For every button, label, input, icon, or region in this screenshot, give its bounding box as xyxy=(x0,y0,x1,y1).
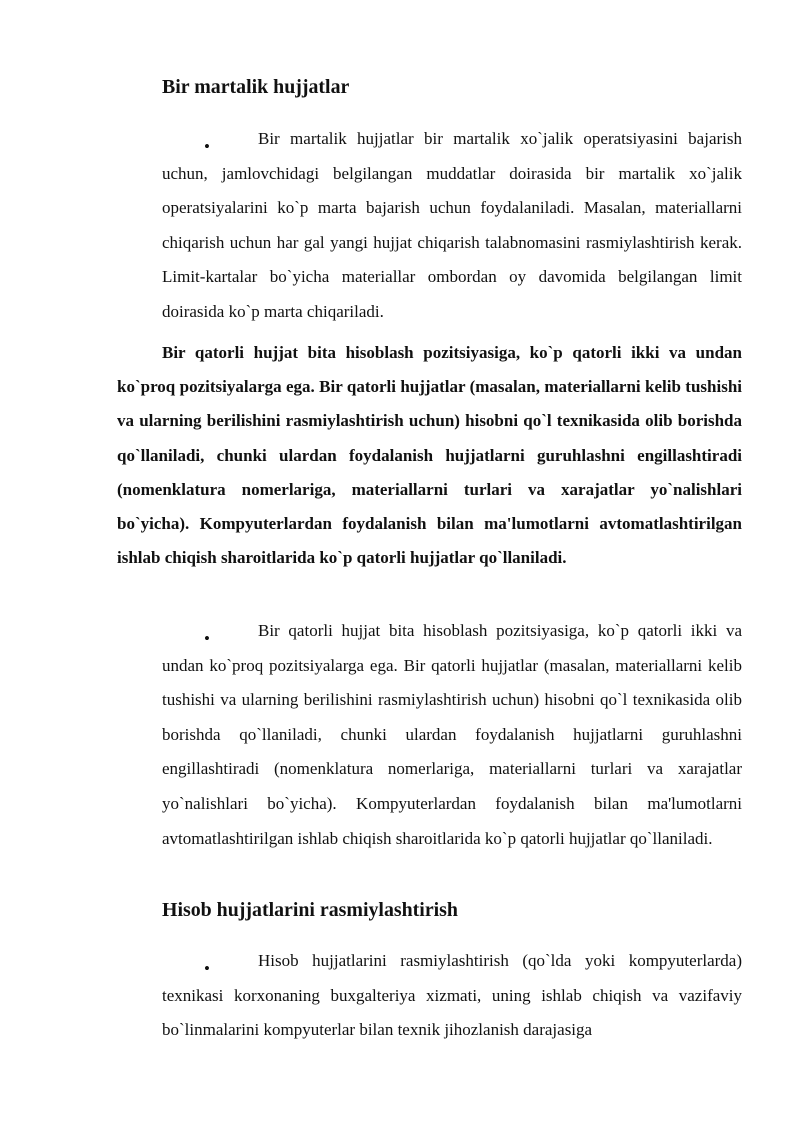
bullet-paragraph-single-line xyxy=(162,614,742,856)
bullet-paragraph-document-processing xyxy=(162,944,742,1048)
heading-text: Hisob hujjatlarini rasmiylashtirish xyxy=(162,899,458,921)
bullet-text: Bir martalik hujjatlar bir martalik xo`jalik operatsiyasini bajarish uchun, jamlovchidagi belgilangan muddatlar doirasida bir martalik xo`jalik operatsiyalarini ko`p marta bajarish uchun foydalaniladi. Masalan, materiallarni chiqarish uchun har gal yangi hujjat chiqarish talabnomasini rasmiylashtirish kerak. Limit-kartalar bo`yicha materiallar ombordan oy davomida belgilangan limit doirasida ko`p marta chiqariladi. xyxy=(162,129,742,321)
bullet-text: Hisob hujjatlarini rasmiylashtirish (qo`lda yoki kompyuterlarda) texnikasi korxonaning buxgalteriya xizmati, uning ishlab chiqish va vazifaviy bo`linmalarini kompyuterlar bilan texnik jihozlanish darajasiga xyxy=(162,951,742,1040)
bold-paragraph-single-line-documents xyxy=(117,336,742,575)
heading-text: Bir martalik hujjatlar xyxy=(162,76,350,98)
bold-paragraph-text: Bir qatorli hujjat bita hisoblash pozitsiyasiga, ko`p qatorli ikki va undan ko`proq pozitsiyalarga ega. Bir qatorli hujjatlar (masalan, materiallarni kelib tushishi va ularning berilishini rasmiylashtirish uchun) hisobni qo`l texnikasida olib borishda qo`llaniladi, chunki ulardan foydalanish hujjatlarni guruhlashni engillashtiradi (nomenklatura nomerlariga, materiallarni turlari va xarajatlar yo`nalishlari bo`yicha). Kompyuterlardan foydalanish bilan ma'lumotlarni avtomatlashtirilgan ishlab chiqish sharoitlarida ko`p qatorli hujjatlar qo`llaniladi. xyxy=(117,343,742,568)
bullet-text: Bir qatorli hujjat bita hisoblash pozitsiyasiga, ko`p qatorli ikki va undan ko`proq pozitsiyalarga ega. Bir qatorli hujjatlar (masalan, materiallarni kelib tushishi va ularning berilishini rasmiylashtirish uchun) hisobni qo`l texnikasida olib borishda qo`llaniladi, chunki ulardan foydalanish hujjatlarni guruhlashni engillashtiradi (nomenklatura nomerlariga, materiallarni turlari va xarajatlar yo`nalishlari bo`yicha). Kompyuterlardan foydalanish bilan ma'lumotlarni avtomatlashtirilgan ishlab chiqish sharoitlarida ko`p qatorli hujjatlar qo`llaniladi. xyxy=(162,621,742,848)
section-heading-one-time-documents xyxy=(162,70,349,104)
bullet-paragraph-one-time xyxy=(162,122,742,330)
section-heading-document-processing xyxy=(162,893,458,927)
